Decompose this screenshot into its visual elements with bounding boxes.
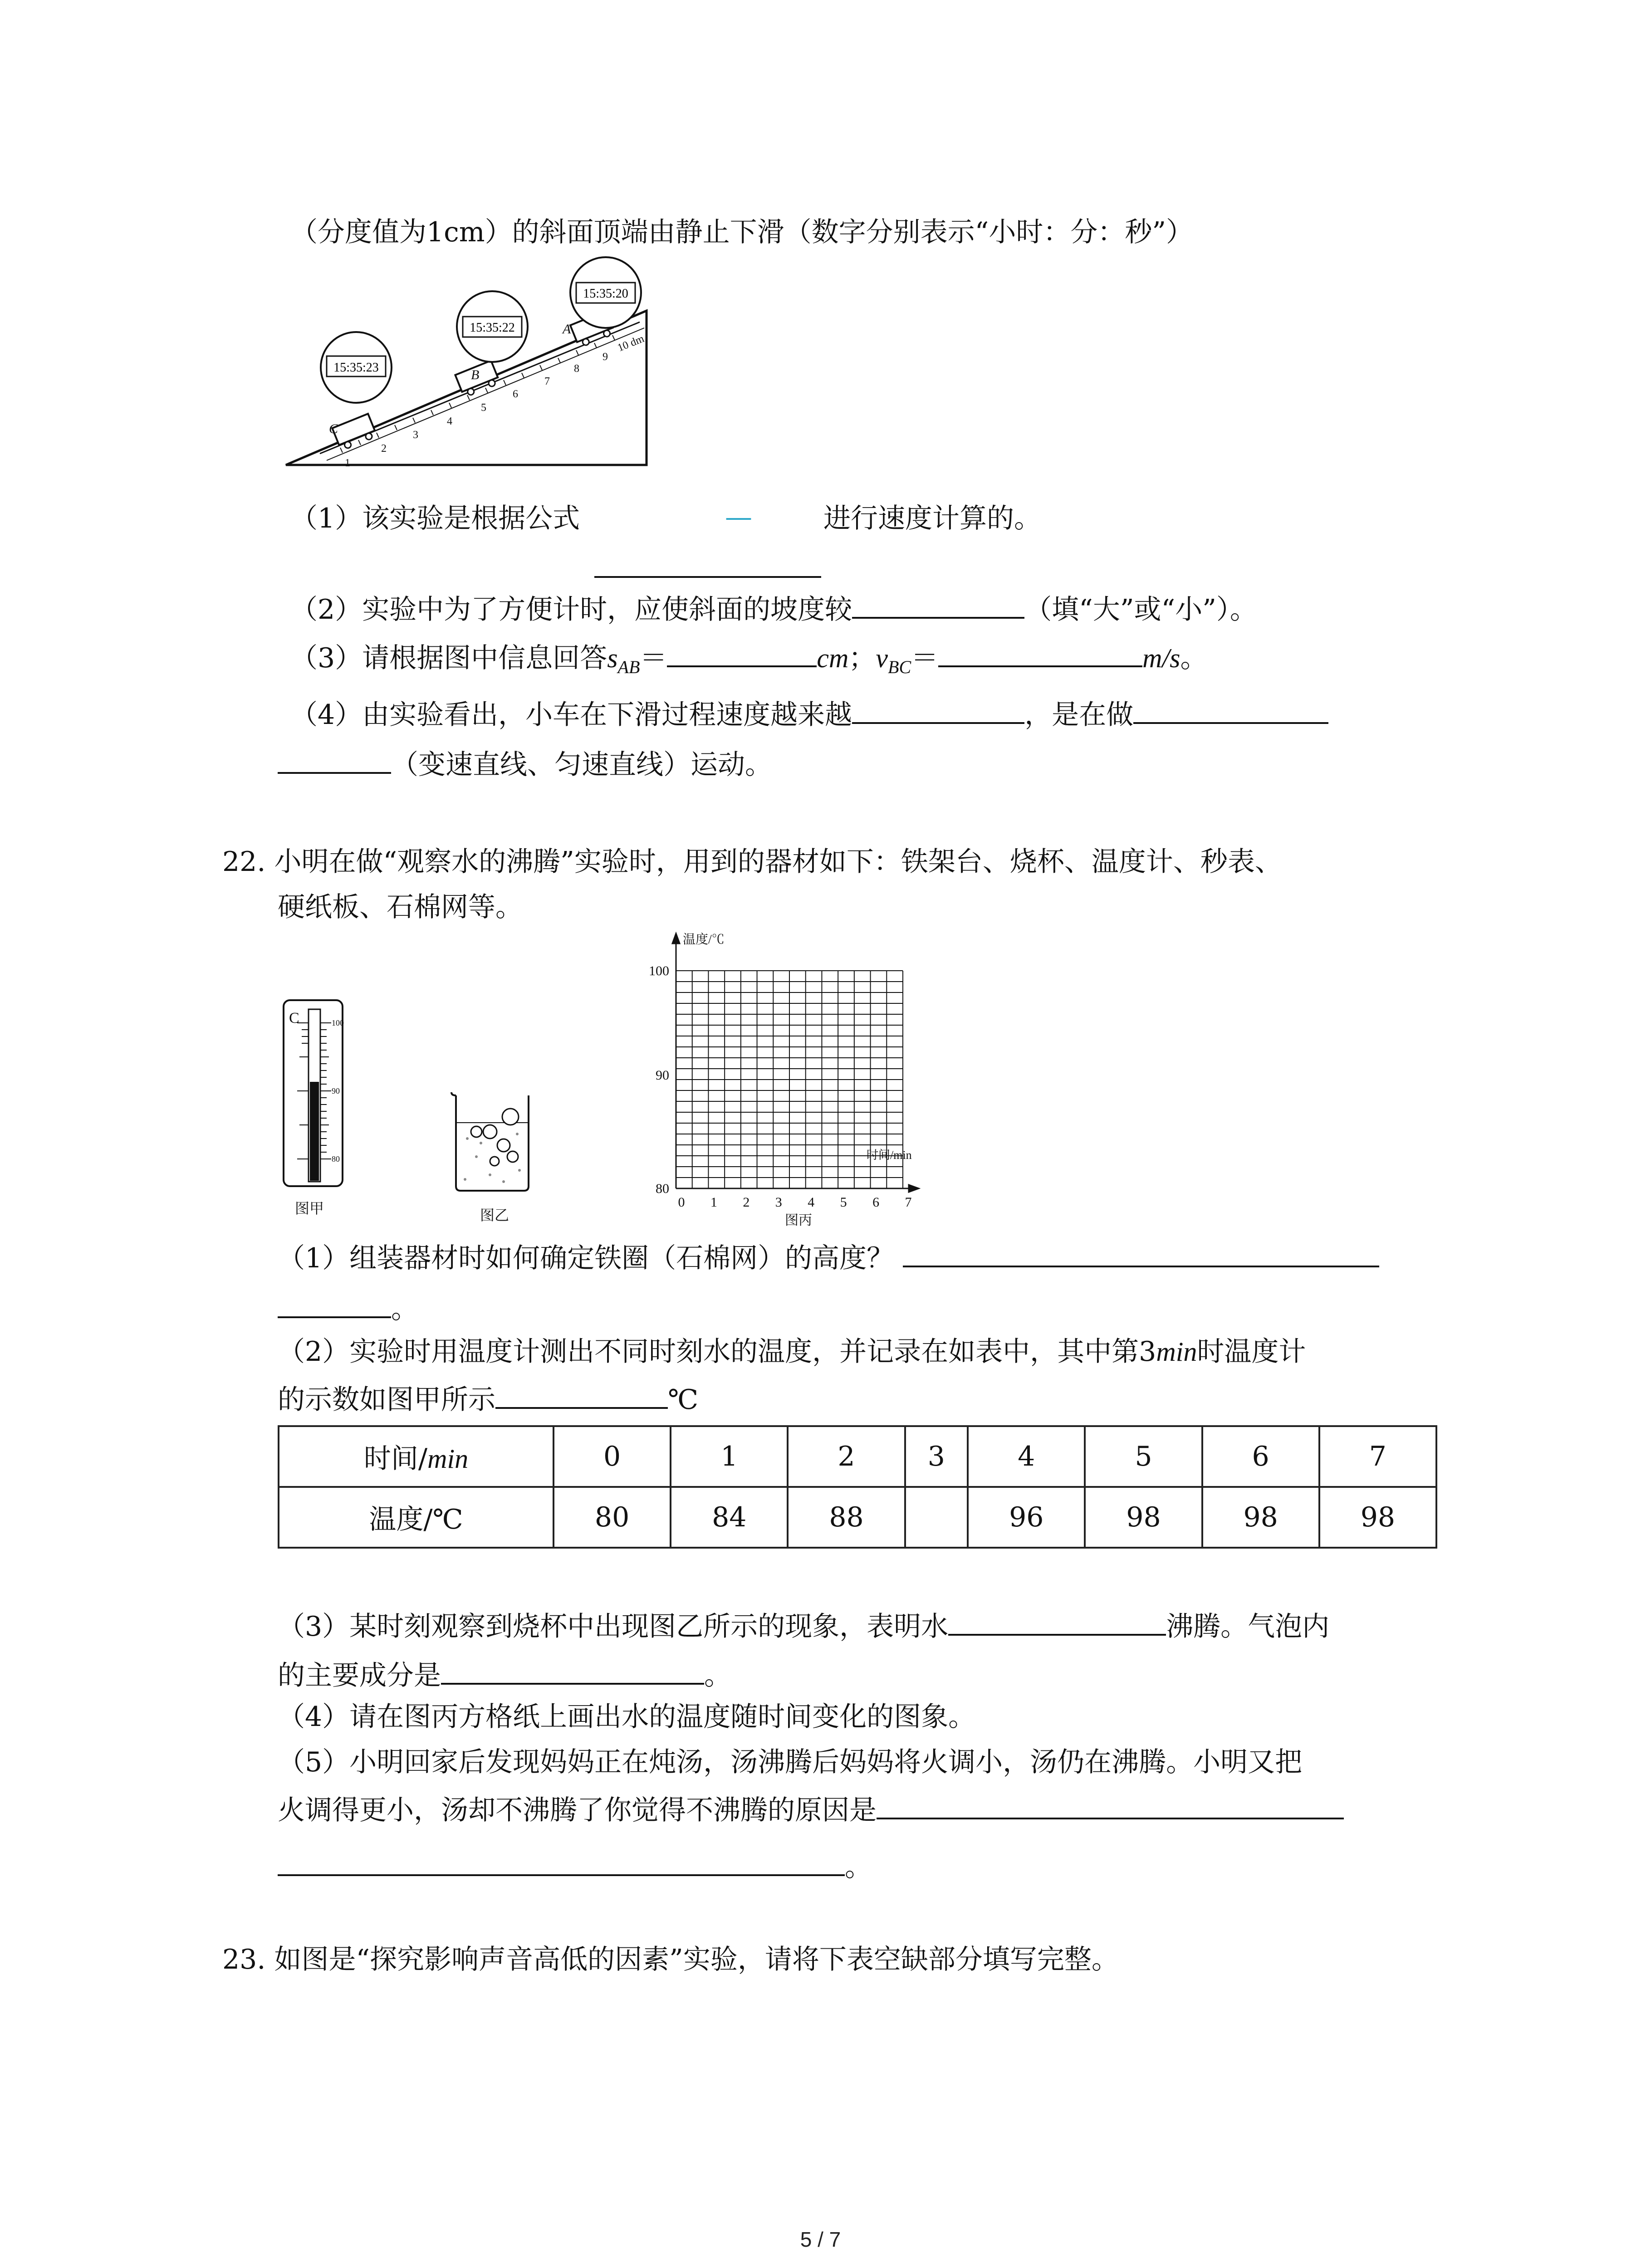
thermo-unit: C	[289, 1010, 299, 1026]
q22-part3	[278, 1606, 1329, 1645]
q21-p4-tail: （变速直线、匀速直线）运动。	[391, 749, 772, 781]
graph-ylabel: 温度/℃	[683, 933, 725, 947]
q22-part4: （4）请在图丙方格纸上画出水的温度随时间变化的图象。	[278, 1701, 976, 1733]
q22-stem-line1: 22. 小明在做“观察水的沸腾”实验时，用到的器材如下：铁架台、烧杯、温度计、秒表、	[222, 846, 1282, 878]
thermo-mark-100: 100	[332, 1018, 344, 1027]
ruler-tick-2: 2	[381, 443, 387, 455]
q22-p2-line2-text: 的示数如图甲所示	[278, 1384, 495, 1416]
graph-paper-figure	[626, 925, 971, 1234]
q22-stem-line2: 硬纸板、石棉网等。	[278, 891, 523, 923]
table-cell: 1	[671, 1426, 788, 1487]
graph-ytick-100: 100	[649, 963, 669, 978]
temperature-table	[278, 1425, 1437, 1549]
semicolon: ；	[848, 642, 876, 674]
q22-part5: （5）小明回家后发现妈妈正在炖汤，汤沸腾后妈妈将火调小，汤仍在沸腾。小明又把	[278, 1746, 1303, 1778]
graph-xtick: 2	[743, 1195, 750, 1210]
graph-xtick: 7	[905, 1195, 912, 1210]
table-cell: 80	[554, 1487, 671, 1548]
q21-p4-blank-1[interactable]	[852, 694, 1024, 724]
graph-xtick: 6	[872, 1195, 880, 1210]
q22-p3-end: 。	[704, 1660, 731, 1691]
fig-bing-caption: 图丙	[785, 1213, 812, 1228]
beaker-figure	[449, 1089, 540, 1234]
q21-p4-blank-3[interactable]	[278, 744, 391, 774]
q22-p1-end: 。	[391, 1293, 418, 1325]
unit-ms: m/s	[1142, 643, 1181, 673]
q21-p1-answer-blank[interactable]	[594, 548, 821, 578]
ruler-tick-3: 3	[413, 429, 418, 441]
unit-cm: cm	[817, 643, 849, 673]
v-subscript: BC	[888, 657, 911, 677]
equals-2: ＝	[911, 642, 939, 674]
table-cell: 0	[554, 1426, 671, 1487]
q22-p1-blank-1[interactable]	[903, 1237, 1379, 1267]
graph-xlabel: 时间/min	[867, 1149, 912, 1162]
q22-p1-text: （1）组装器材时如何确定铁圈（石棉网）的高度？	[278, 1242, 894, 1274]
thermometer-figure	[274, 996, 356, 1232]
table-cell: 2	[788, 1426, 905, 1487]
ruler-tick-1: 1	[345, 457, 350, 469]
table-row-time	[279, 1426, 1436, 1487]
q22-p3-blank-1[interactable]	[948, 1606, 1166, 1636]
q21-p1-text: （1）该实验是根据公式	[290, 503, 580, 534]
ruler-tick-4: 4	[447, 415, 452, 427]
graph-ytick-90: 90	[656, 1068, 669, 1083]
table-cell: 84	[671, 1487, 788, 1548]
q21-part4-line2	[278, 744, 772, 783]
q21-part2	[290, 589, 1257, 628]
table-cell: 6	[1202, 1426, 1319, 1487]
q22-p1-blank-2[interactable]	[278, 1288, 391, 1318]
q21-vbc-blank[interactable]	[938, 637, 1142, 667]
table-cell-blank[interactable]	[905, 1487, 968, 1548]
q21-p4-text: （4）由实验看出，小车在下滑过程速度越来越	[290, 699, 852, 731]
clock-a-text: 15:35:20	[583, 287, 628, 301]
ruler-tick-7: 7	[544, 376, 550, 387]
clock-b	[457, 291, 528, 362]
graph-xtick: 5	[840, 1195, 847, 1210]
q22-part5-line2	[278, 1789, 1344, 1828]
table-cell: 7	[1319, 1426, 1436, 1487]
s-subscript: AB	[617, 657, 640, 677]
graph-xtick: 4	[808, 1195, 815, 1210]
q22-p3-blank-2[interactable]	[441, 1655, 704, 1685]
table-cell: 4	[968, 1426, 1085, 1487]
clock-b-text: 15:35:22	[470, 321, 515, 335]
label-a: A	[563, 322, 571, 337]
q22-p5-line2-text: 火调得更小，汤却不沸腾了你觉得不沸腾的原因是	[278, 1794, 877, 1826]
q21-p1-dash: —	[725, 501, 752, 533]
q22-p3-text: （3）某时刻观察到烧杯中出现图乙所示的现象，表明水	[278, 1611, 949, 1642]
table-cell: 96	[968, 1487, 1085, 1548]
q22-part1-line2	[278, 1288, 418, 1327]
clock-c-text: 15:35:23	[333, 361, 379, 375]
q21-p1-tail: 进行速度计算的。	[823, 503, 1041, 534]
q22-part2	[278, 1334, 1306, 1370]
q22-p5-blank-1[interactable]	[877, 1789, 1344, 1819]
q21-p3-text: （3）请根据图中信息回答	[290, 642, 607, 674]
thermo-mark-80: 80	[332, 1154, 340, 1163]
label-b: B	[471, 367, 480, 382]
ruler-unit: 10 dm	[616, 332, 646, 354]
q21-p2-blank[interactable]	[852, 589, 1024, 619]
ruler-tick-6: 6	[513, 388, 518, 400]
graph-xtick: 0	[678, 1195, 685, 1210]
q21-part3	[290, 637, 1208, 685]
page-number: 5 / 7	[800, 2228, 841, 2251]
period: 。	[1180, 642, 1208, 674]
thermo-mark-90: 90	[332, 1086, 340, 1095]
s-symbol: s	[607, 643, 618, 673]
q21-part1	[290, 500, 580, 537]
table-cell: 98	[1202, 1487, 1319, 1548]
table-head-time: 时间/min	[279, 1426, 554, 1487]
q22-p3-line2-text: 的主要成分是	[278, 1660, 441, 1691]
q22-p5-end: 。	[845, 1851, 872, 1883]
q22-p2-text-a: （2）实验时用温度计测出不同时刻水的温度，并记录在如表中，其中第3	[278, 1336, 1156, 1368]
table-head-temp: 温度/℃	[279, 1487, 554, 1548]
q22-p2-blank[interactable]	[495, 1379, 668, 1409]
fig-jia-caption: 图甲	[295, 1200, 324, 1217]
table-cell: 5	[1085, 1426, 1202, 1487]
ruler-tick-5: 5	[481, 402, 486, 414]
ruler-tick-8: 8	[574, 363, 579, 375]
table-cell: 88	[788, 1487, 905, 1548]
label-c: C	[329, 421, 338, 436]
clock-a	[570, 257, 641, 328]
ruler-tick-9: 9	[603, 351, 608, 363]
intro-line: （分度值为1cm）的斜面顶端由静止下滑（数字分别表示“小时：分：秒”）	[290, 216, 1194, 248]
q21-part4	[290, 694, 1328, 733]
fig-yi-caption: 图乙	[480, 1207, 509, 1223]
q22-p2-text-b: 时温度计	[1197, 1336, 1306, 1368]
q21-sab-blank[interactable]	[667, 637, 817, 667]
q21-p2-text: （2）实验中为了方便计时，应使斜面的坡度较	[290, 594, 852, 626]
q21-p4-blank-2[interactable]	[1133, 694, 1328, 724]
table-row-temp	[279, 1487, 1436, 1548]
graph-xtick: 3	[775, 1195, 782, 1210]
table-cell: 98	[1085, 1487, 1202, 1548]
q22-part1	[278, 1237, 1379, 1276]
q22-p3-tail: 沸腾。气泡内	[1166, 1611, 1330, 1642]
q22-p2-unit: ℃	[668, 1384, 699, 1416]
q21-p4-mid: ，是在做	[1024, 699, 1134, 731]
q23-stem: 23. 如图是“探究影响声音高低的因素”实验，请将下表空缺部分填写完整。	[222, 1944, 1119, 1975]
q22-part3-line2	[278, 1655, 731, 1694]
table-cell: 98	[1319, 1487, 1436, 1548]
v-symbol: v	[876, 643, 888, 673]
graph-ytick-80: 80	[656, 1181, 669, 1196]
q22-p5-blank-2[interactable]	[278, 1846, 845, 1876]
graph-xtick: 1	[710, 1195, 717, 1210]
q21-p2-tail: （填“大”或“小”）。	[1024, 594, 1257, 626]
incline-figure	[277, 254, 653, 472]
equals-1: ＝	[640, 642, 667, 674]
q22-part2-line2	[278, 1379, 698, 1418]
q22-part5-line3	[278, 1846, 872, 1885]
q22-p2-min: min	[1156, 1337, 1197, 1367]
table-cell: 3	[905, 1426, 968, 1487]
clock-c	[321, 332, 392, 403]
